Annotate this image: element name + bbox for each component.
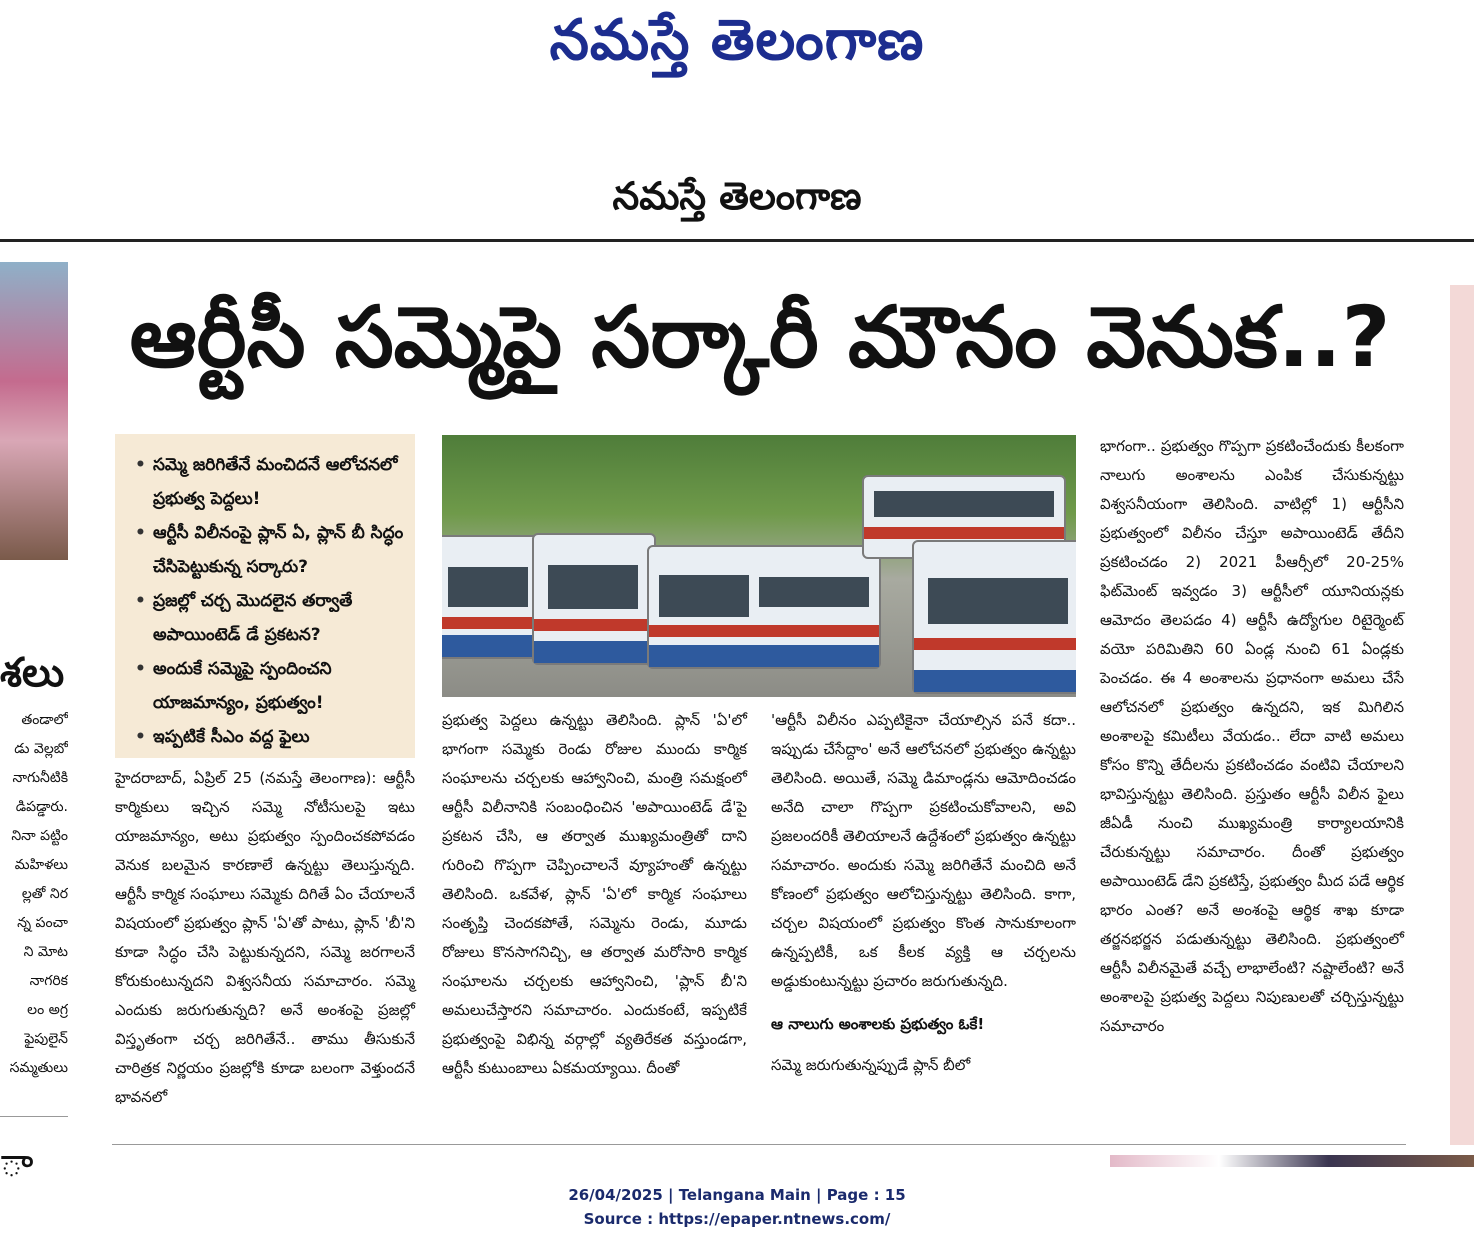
article-column-1 — [115, 764, 415, 1112]
bottom-right-image-fragment — [1110, 1155, 1474, 1167]
highlight-bullet: • ఇప్పటికే సీఎం వద్ద ఫైలు — [135, 720, 407, 754]
article-text: భాగంగా.. ప్రభుత్వం గొప్పగా ప్రకటించేందుకు కీలకంగా నాలుగు అంశాలను ఎంపిక చేసుకున్నట్టు విశ్వసనీయంగా తెలిసింది. వాటిల్లో 1) ఆర్టీసీని ప్రభుత్వంలో విలీనం చేస్తూ అపాయింటెడ్ తేదీని ప్రకటించడం 2) 2021 పీఆర్సీలో 20-25% ఫిట్‌మెంట్ ఇవ్వడం 3) ఆర్టీసీలో యూనియన్లకు ఆమోదం తెలపడం 4) ఆర్టీసీ ఉద్యోగుల రిటైర్మెంట్ వయో పరిమితిని 60 ఏండ్ల నుంచి 61 ఏండ్లకు పెంచడం. ఈ 4 అంశాలను ప్రధానంగా అమలు చేసే ఆలోచనలో ప్రభుత్వం ఉన్నదని, ఇక మిగిలిన అంశాలపై కమిటీలు వేయడం.. లేదా వాటి అమలు కోసం కొన్ని తేదీలను ప్రకటించడం వంటివి చేయాలని భావిస్తున్నట్టు తెలిసింది. ప్రస్తుతం ఆర్టీసీ విలీన ఫైలు జీఏడీ నుంచి ముఖ్యమంత్రి కార్యాలయానికి చేరుకున్నట్టు సమాచారం. దీంతో ప్రభుత్వం అపాయింటెడ్ డేని ప్రకటిస్తే, ప్రభుత్వం మీద పడే ఆర్థిక భారం ఎంత? అనే అంశంపై ఆర్థిక శాఖ కూడా తర్జనభర్జన పడుతున్నట్టు తెలిసింది. ప్రభుత్వంలో ఆర్టీసీ విలీనమైతే వచ్చే లాభాలేంటి? నష్టాలేంటి? అనే అంశాలపై ప్రభుత్వ పెద్దలు నిపుణులతో చర్చిస్తున్నట్టు సమాచారం — [1100, 437, 1404, 1035]
highlight-bullet: • సమ్మె జరిగితేనే మంచిదనే ఆలోచనలో ప్రభుత్వ పెద్దలు! — [135, 448, 407, 516]
article-column-2 — [442, 706, 747, 1083]
article-text: 'ఆర్టీసీ విలీనం ఎప్పటికైనా చేయాల్సిన పనే కదా.. ఇప్పుడు చేసేద్దాం' అనే ఆలోచనలో ప్రభుత్వం ఉన్నట్టు తెలిసింది. అయితే, సమ్మె డిమాండ్లను ఆమోదించడం అనేది చాలా గొప్పగా ప్రకటించుకోవాలని, అవి ప్రజలందరికీ తెలియాలనే ఉద్దేశంలో ప్రభుత్వం ఉన్నట్టు సమాచారం. అందుకు సమ్మె జరిగితేనే మంచిది అనే కోణంలో ప్రభుత్వం ఆలోచిస్తున్నట్టు తెలిసింది. కాగా, చర్చల విషయంలో ప్రభుత్వం కొంత సానుకూలంగా ఉన్నప్పటికీ, ఒక కీలక వ్యక్తి ఆ చర్చలను అడ్డుకుంటున్నట్టు ప్రచారం జరుగుతున్నది. — [771, 711, 1076, 990]
buses-photo — [442, 435, 1076, 697]
left-fragment-line: డు వెల్లబో — [14, 741, 68, 757]
highlight-bullet: • ప్రజల్లో చర్చ మొదలైన తర్వాతే అపాయింటెడ్ డే ప్రకటన? — [135, 584, 407, 652]
left-fragment-line: మహిళలు — [14, 857, 68, 873]
left-fragment-line: లం అగ్ర — [27, 1002, 68, 1018]
article-bottom-rule — [112, 1144, 1406, 1145]
left-fragment-line: ఫైపులైన్ — [24, 1031, 68, 1047]
left-fragment-line: ని మోట — [23, 944, 68, 960]
left-column-fragment — [0, 706, 68, 1083]
article-column-3 — [771, 706, 1076, 1080]
headline: ఆర్టీసీ సమ్మెపై సర్కారీ మౌనం వెనుక..? — [129, 288, 1391, 386]
highlight-bullet: • ఆర్టీసీ విలీనంపై ప్లాన్ ఏ, ప్లాన్ బీ సిద్ధం చేసిపెట్టుకున్న సర్కారు? — [135, 516, 407, 584]
section-masthead: నమస్తే తెలంగాణ — [612, 174, 862, 218]
left-fragment-line: డిపడ్డారు. — [15, 799, 68, 815]
left-subhead-fragment: శలు — [0, 650, 65, 696]
left-fragment-line: సమ్మతులు — [9, 1060, 68, 1076]
left-bottom-glyph: ా — [0, 1140, 34, 1186]
footer-date-page: 26/04/2025 | Telangana Main | Page : 15 — [568, 1186, 906, 1204]
left-divider — [0, 1116, 68, 1117]
article-column-4 — [1100, 432, 1404, 1041]
left-edge-photo — [0, 262, 68, 560]
left-fragment-line: నాగరిక — [29, 973, 68, 989]
article-text: సమ్మె జరుగుతున్నప్పుడే ప్లాన్ బీలో — [771, 1056, 971, 1074]
top-rule — [0, 239, 1474, 242]
highlights-box — [115, 434, 415, 758]
left-fragment-line: తండాలో — [21, 712, 68, 728]
article-text: హైదరాబాద్, ఏప్రిల్ 25 (నమస్తే తెలంగాణ): ఆర్టీసీ కార్మికులు ఇచ్చిన సమ్మె నోటీసులపై ఇటు యాజమాన్యం, అటు ప్రభుత్వం స్పందించకపోవడం వెనుక బలమైన కారణాలే ఉన్నట్టు తెలుస్తున్నది. ఆర్టీసీ కార్మిక సంఘాలు సమ్మెకు దిగితే ఏం చేయాలనే విషయంలో ప్రభుత్వం ప్లాన్ 'ఏ'తో పాటు, ప్లాన్ 'బీ'ని కూడా సిద్ధం చేసి పెట్టుకున్నదని, సమ్మె జరగాలనే కోరుకుంటున్నదని విశ్వసనీయ సమాచారం. సమ్మె ఎందుకు జరుగుతున్నది? అనే అంశంపై ప్రజల్లో విస్తృతంగా చర్చ జరిగితేనే.. తాము తీసుకునే చారిత్రక నిర్ణయం ప్రజల్లోకి కూడా బలంగా వెళ్తుందనే భావనలో — [115, 769, 415, 1106]
masthead-logo: నమస్తే తెలంగాణ — [549, 8, 925, 73]
left-fragment-line: నాగునీటికి — [12, 770, 68, 786]
left-fragment-line: నినా పట్టిం — [11, 828, 68, 844]
footer-source: Source : https://epaper.ntnews.com/ — [583, 1210, 891, 1228]
left-fragment-line: న్న పంచా — [17, 915, 68, 931]
left-fragment-line: ల్లతో నిర — [21, 886, 68, 902]
article-text: ప్రభుత్వ పెద్దలు ఉన్నట్టు తెలిసింది. ప్లాన్ 'ఏ'లో భాగంగా సమ్మెకు రెండు రోజుల ముందు కార్మిక సంఘాలను చర్చలకు ఆహ్వానించి, మంత్రి సమక్షంలో ఆర్టీసీ విలీనానికి సంబంధించిన 'అపాయింటెడ్ డే'పై ప్రకటన చేసి, ఆ తర్వాత ముఖ్యమంత్రితో దాని గురించి గొప్పగా చెప్పించాలనే వ్యూహంతో ఉన్నట్టు తెలిసింది. ఒకవేళ, ప్లాన్ 'ఏ'లో కార్మిక సంఘాలు సంతృప్తి చెందకపోతే, సమ్మెను రెండు, మూడు రోజులు కొనసాగనిచ్చి, ఆ తర్వాత మరోసారి కార్మిక సంఘాలను చర్చలకు ఆహ్వానించి, 'ప్లాన్ బీ'ని అమలుచేస్తారని సమాచారం. ఎందుకంటే, ఇప్పటికే ప్రభుత్వంపై విభిన్న వర్గాల్లో వ్యతిరేకత వస్తుండగా, ఆర్టీసీ కుటుంబాలు ఏకమయ్యాయి. దీంతో — [442, 711, 747, 1077]
highlight-bullet: • అందుకే సమ్మెపై స్పందించని యాజమాన్యం, ప్రభుత్వం! — [135, 652, 407, 720]
right-edge-strip — [1450, 285, 1474, 1145]
section-subhead: ఆ నాలుగు అంశాలకు ప్రభుత్వం ఓకే! — [771, 1015, 985, 1033]
